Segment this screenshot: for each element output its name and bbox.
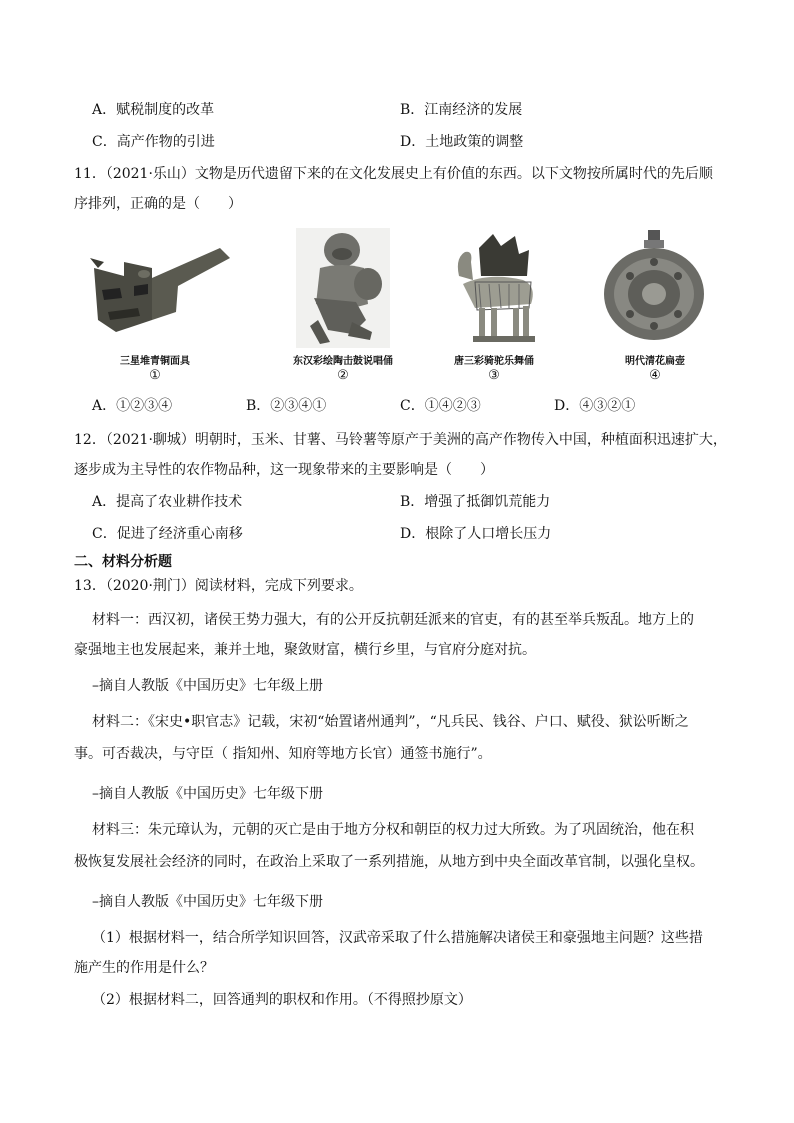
- q13-material3-source: –摘自人教版《中国历史》七年级下册: [92, 894, 323, 910]
- q13-material2-line1: 材料二：《宋史•职官志》记载，宋初“始置诸州通判”，“凡兵民、钱谷、户口、赋役、狱讼听断之: [92, 714, 689, 730]
- q10-option-c[interactable]: C．高产作物的引进: [92, 134, 215, 150]
- figure-caption: 唐三彩骑驼乐舞俑: [454, 356, 534, 367]
- bronze-mask-image: [80, 228, 230, 348]
- section-title: 二、材料分析题: [74, 554, 172, 570]
- q13-material2-source: –摘自人教版《中国历史》七年级下册: [92, 786, 323, 802]
- figure-number: ②: [337, 368, 349, 383]
- q13-material1-line1: 材料一：西汉初，诸侯王势力强大，有的公开反抗朝廷派来的官吏，有的甚至举兵叛乱。地方上的: [92, 612, 694, 628]
- q12-stem-line1: 12．（2021·聊城）明朝时，玉米、甘薯、马铃薯等原产于美洲的高产作物传入中国，种植面积迅速扩大，: [74, 432, 727, 448]
- camel-figurine-image: [419, 228, 569, 348]
- q10-option-b[interactable]: B．江南经济的发展: [400, 102, 523, 118]
- q11-stem-line2: 序排列，正确的是（ ）: [74, 196, 242, 212]
- figure-number: ①: [149, 368, 161, 383]
- pottery-figurine-image: [268, 228, 418, 348]
- q11-option-d[interactable]: D．④③②①: [554, 398, 636, 414]
- q13-question2: （2）根据材料二，回答通判的职权和作用。（不得照抄原文）: [92, 992, 472, 1008]
- figure-number: ③: [488, 368, 500, 383]
- q13-question1-line2: 施产生的作用是什么？: [74, 960, 214, 976]
- figure-number: ④: [649, 368, 661, 383]
- q11-stem-line1: 11．（2021·乐山）文物是历代遗留下来的在文化发展史上有价值的东西。以下文物按所属时代的先后顺: [74, 166, 713, 182]
- q13-intro: 13．（2020·荆门）阅读材料，完成下列要求。: [74, 578, 363, 594]
- figure-caption: 三星堆青铜面具: [120, 356, 190, 367]
- q13-material3-line1: 材料三：朱元璋认为，元朝的灭亡是由于地方分权和朝臣的权力过大所致。为了巩固统治，他在积: [92, 822, 694, 838]
- figure-camel-figurine: [419, 228, 569, 408]
- q13-question1-line1: （1）根据材料一，结合所学知识回答，汉武帝采取了什么措施解决诸侯王和豪强地主问题？这些措: [92, 930, 703, 946]
- q10-option-d[interactable]: D．土地政策的调整: [400, 134, 524, 150]
- figure-caption: 明代清花扁壶: [625, 356, 685, 367]
- flask-image: [580, 228, 730, 348]
- q11-option-b[interactable]: B．②③④①: [246, 398, 327, 414]
- q12-stem-line2: 逐步成为主导性的农作物品种，这一现象带来的主要影响是（ ）: [74, 462, 494, 478]
- q12-option-a[interactable]: A．提高了农业耕作技术: [92, 494, 243, 510]
- q12-option-c[interactable]: C．促进了经济重心南移: [92, 526, 243, 542]
- q13-material2-line2: 事。可否裁决，与守臣（ 指知州、知府等地方长官）通签书施行”。: [74, 746, 492, 762]
- q11-option-a[interactable]: A．①②③④: [92, 398, 173, 414]
- q13-material1-line2: 豪强地主也发展起来，兼并土地，聚敛财富，横行乡里，与官府分庭对抗。: [74, 642, 536, 658]
- q10-option-a[interactable]: A．赋税制度的改革: [92, 102, 215, 118]
- figure-bronze-mask: [80, 228, 230, 408]
- q12-option-d[interactable]: D．根除了人口增长压力: [400, 526, 552, 542]
- q11-option-c[interactable]: C．①④②③: [400, 398, 481, 414]
- figure-flask: [580, 228, 730, 408]
- q12-option-b[interactable]: B．增强了抵御饥荒能力: [400, 494, 551, 510]
- q13-material3-line2: 极恢复发展社会经济的同时，在政治上采取了一系列措施，从地方到中央全面改革官制，以强化皇权。: [74, 854, 704, 870]
- figure-caption: 东汉彩绘陶击鼓说唱俑: [293, 356, 393, 367]
- q13-material1-source: –摘自人教版《中国历史》七年级上册: [92, 678, 323, 694]
- figure-pottery-figurine: [268, 228, 418, 408]
